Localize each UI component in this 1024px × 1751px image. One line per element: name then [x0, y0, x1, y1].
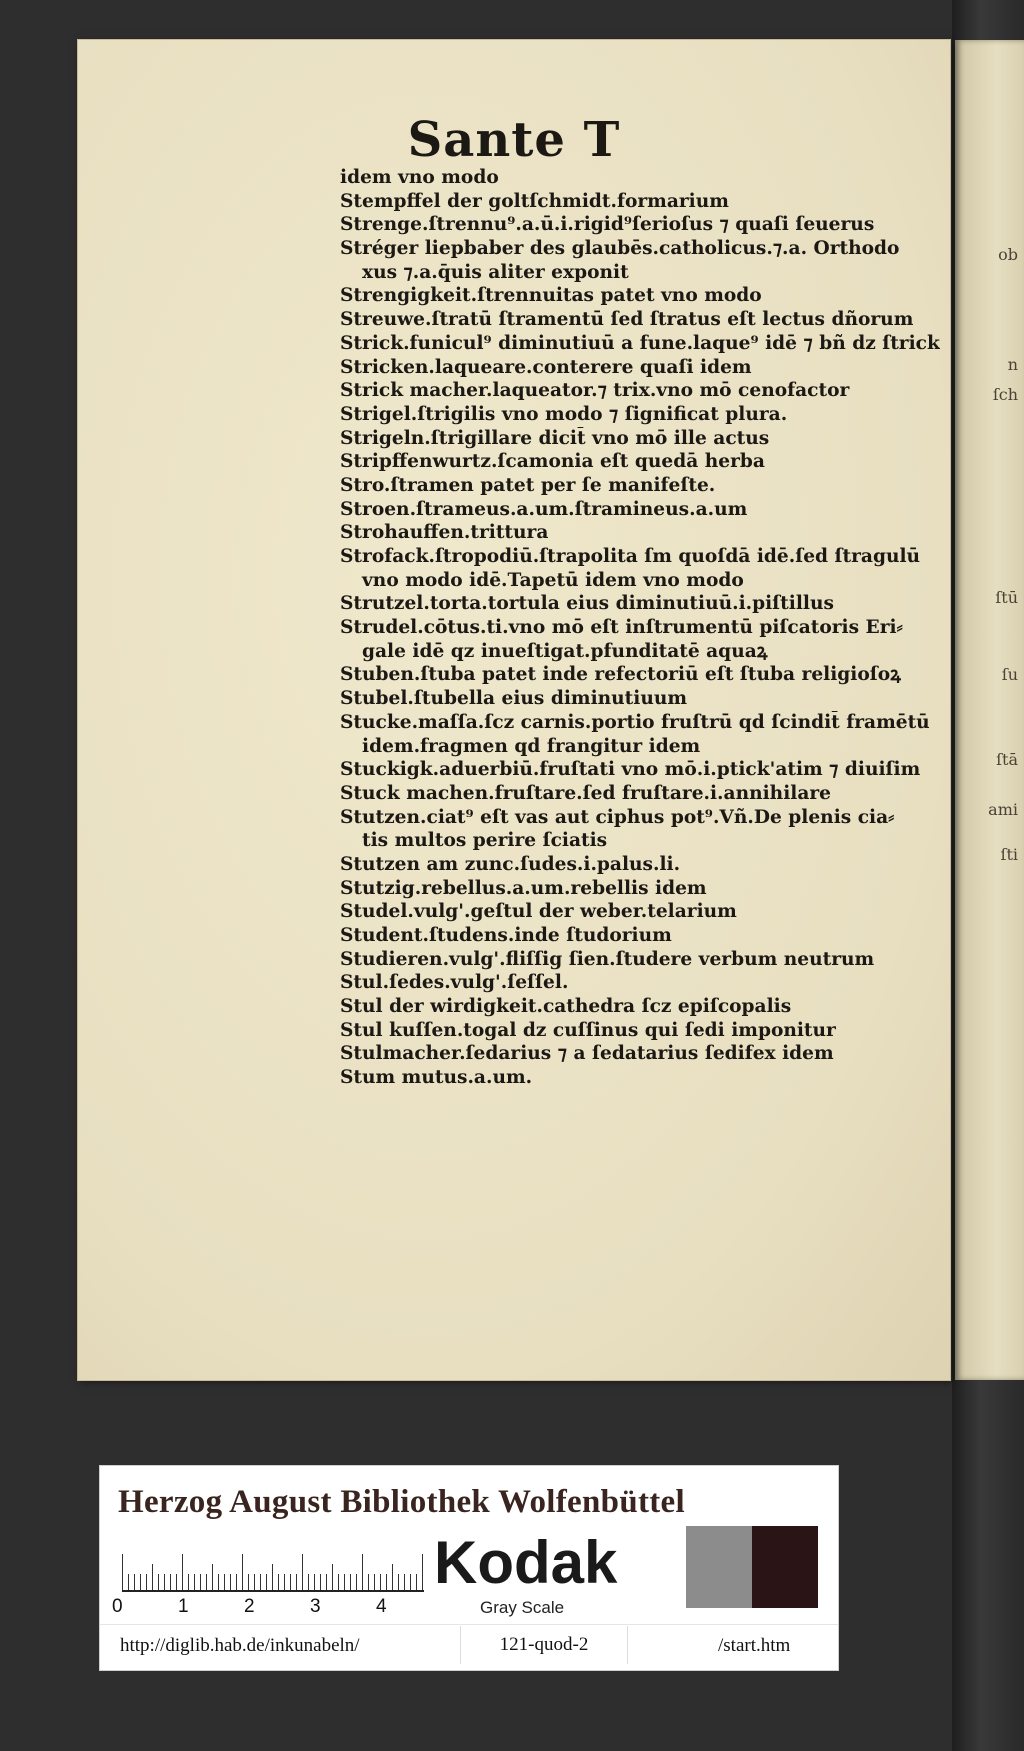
text-line: gale idē qz inueſtigat.pfunditatē aquaꝝ [362, 640, 768, 662]
url-text: http://diglib.hab.de/inkunabeln/ [120, 1635, 360, 1656]
ruler-tick [308, 1574, 309, 1590]
ruler-tick [386, 1574, 387, 1590]
ruler-tick [332, 1564, 333, 1590]
ruler-number: 4 [376, 1596, 387, 1617]
ruler-tick [218, 1574, 219, 1590]
text-line: vno modo idē.Tapetū idem vno modo [362, 569, 744, 591]
text-line: Stulmacher.ſedarius ⁊ a ſedatarius ſedifex idem [340, 1043, 834, 1065]
ruler-tick [200, 1574, 201, 1590]
ruler-tick [128, 1574, 129, 1590]
next-page-fragment: ſtā [996, 750, 1018, 769]
text-line: Stempffel der goltſchmidt.formarium [340, 190, 729, 212]
ruler-tick [362, 1554, 363, 1590]
url-suffix-text: /start.htm [718, 1635, 791, 1656]
shelfmark-text: 121-quod-2 [460, 1626, 628, 1664]
ruler-numbers [112, 1596, 432, 1620]
ruler-tick [290, 1574, 291, 1590]
ruler-tick [140, 1574, 141, 1590]
color-target-card [100, 1466, 838, 1670]
ruler-number: 0 [112, 1596, 123, 1617]
text-line: Strengigkeit.ſtrennuitas patet vno modo [340, 285, 762, 307]
ruler-tick [278, 1574, 279, 1590]
text-line: Strenge.ſtrennu⁹.a.ū.i.rigid⁹ſerioſus ⁊ quaſi ſeuerus [340, 214, 875, 236]
ruler-tick [404, 1574, 405, 1590]
ruler-tick [392, 1564, 393, 1590]
ruler [122, 1538, 424, 1592]
text-line: Stum mutus.a.um. [340, 1067, 533, 1089]
ruler-tick [146, 1574, 147, 1590]
text-line: Strutzel.torta.tortula eius diminutiuū.i.piſtillus [340, 593, 834, 615]
library-name: Herzog August Bibliothek Wolfenbüttel [118, 1484, 685, 1520]
ruler-tick [422, 1554, 423, 1590]
kodak-logo: Kodak [434, 1529, 618, 1596]
text-line: Stucke.maſſa.ſcz carnis.portio fruſtrū qd ſcindit̄ framētū [340, 711, 930, 733]
text-line: Strudel.cōtus.ti.vno mō eſt inſtrumentū piſcatoris Eri⸗ [340, 617, 903, 639]
ruler-tick [338, 1574, 339, 1590]
ruler-tick [272, 1564, 273, 1590]
ruler-number: 2 [244, 1596, 255, 1617]
gray-scale-label: Gray Scale [480, 1598, 565, 1617]
ruler-tick [260, 1574, 261, 1590]
ruler-tick [236, 1574, 237, 1590]
ruler-tick [164, 1574, 165, 1590]
divider [100, 1624, 838, 1625]
text-line: idem.fragmen qd frangitur idem [362, 735, 701, 757]
ruler-tick [188, 1574, 189, 1590]
text-line: Strigel.ſtrigilis vno modo ⁊ ſignificat plura. [340, 403, 788, 425]
ruler-tick [320, 1574, 321, 1590]
ruler-tick [368, 1574, 369, 1590]
text-line: Stuben.ſtuba patet inde refectoriū eſt ſtuba religioſoꝝ [340, 664, 901, 686]
ruler-tick [206, 1574, 207, 1590]
ruler-number: 3 [310, 1596, 321, 1617]
ruler-tick [350, 1574, 351, 1590]
next-page-fragment: ob [998, 245, 1018, 264]
ruler-tick [170, 1574, 171, 1590]
ruler-tick [158, 1574, 159, 1590]
ruler-tick [344, 1574, 345, 1590]
ruler-tick [374, 1574, 375, 1590]
text-line: Stroen.ſtrameus.a.um.ſtramineus.a.um [340, 498, 748, 520]
text-line: Stuck machen.fruſtare.ſed fruſtare.i.annihilare [340, 782, 832, 804]
text-line: Strigeln.ſtrigillare dicit̄ vno mō ille actus [340, 427, 770, 449]
text-line: Stutzen am zunc.ſudes.i.palus.li. [340, 853, 681, 875]
text-line: Student.ſtudens.inde ſtudorium [340, 925, 672, 946]
ruler-tick [182, 1554, 183, 1590]
next-page-fragment: ſti [1000, 845, 1018, 864]
ruler-tick [284, 1574, 285, 1590]
swatch-gray [686, 1526, 752, 1608]
ruler-tick [380, 1574, 381, 1590]
ruler-tick [296, 1574, 297, 1590]
text-line: tis multos perire ſciatis [362, 830, 608, 852]
next-page-fragment: ſch [992, 385, 1018, 404]
running-title: Sante T [407, 112, 621, 168]
next-page-fragment: n [1007, 355, 1018, 374]
text-line: Stuckigk.aduerbiū.fruſtati vno mō.i.ptick'atim ⁊ diuiſim [340, 759, 921, 781]
text-line: Stubel.ſtubella eius diminutiuum [340, 688, 688, 710]
next-page-fragment: ſu [1001, 665, 1018, 684]
text-line: Studel.vulg'.geſtul der weber.telarium [340, 901, 737, 923]
ruler-number: 1 [178, 1596, 189, 1617]
text-line: Stul der wirdigkeit.cathedra ſcz epiſcopalis [340, 996, 792, 1018]
ruler-tick [326, 1574, 327, 1590]
text-line: Stricken.laqueare.conterere quaſi idem [340, 356, 752, 378]
manuscript-page [78, 40, 950, 1380]
text-line: Streuwe.ſtratū ſtramentū ſed ſtratus eſt lectus dñorum [340, 309, 914, 331]
text-line: Stutzig.rebellus.a.um.rebellis idem [340, 877, 707, 899]
text-line: Stul kuſſen.togal dz cuſſinus qui ſedi imponitur [340, 1019, 836, 1041]
text-line: Stro.ſtramen patet per ſe manifeſte. [340, 474, 716, 496]
ruler-tick [212, 1564, 213, 1590]
ruler-tick [152, 1564, 153, 1590]
ruler-tick [134, 1574, 135, 1590]
ruler-tick [254, 1574, 255, 1590]
ruler-tick [410, 1574, 411, 1590]
swatch-white [618, 1526, 684, 1608]
ruler-tick [242, 1554, 243, 1590]
ruler-tick [230, 1574, 231, 1590]
text-line: Studieren.vulg'.fliſſig ſien.ſtudere verbum neutrum [340, 948, 875, 970]
text-line: idem vno modo [340, 167, 499, 188]
ruler-tick [224, 1574, 225, 1590]
text-line: Stréger liepbaber des glaubēs.catholicus.⁊.a. Orthodo [340, 238, 900, 260]
next-page-fragment: ſtū [995, 588, 1018, 607]
text-line: Stripffenwurtz.ſcamonia eſt quedā herba [340, 451, 765, 473]
ruler-tick [416, 1574, 417, 1590]
next-page-fragment: ami [988, 800, 1018, 819]
text-line: Strohauffen.trittura [340, 522, 549, 544]
ruler-tick [194, 1574, 195, 1590]
next-page-edge [955, 40, 1024, 1380]
text-line: Stutzen.ciat⁹ eſt vas aut ciphus pot⁹.Vñ.De plenis cia⸗ [340, 806, 895, 828]
text-line: Strick.funicul⁹ diminutiuū a fune.laque⁹ idē ⁊ bñ dz ſtrick [340, 332, 940, 354]
text-line: Strick macher.laqueator.⁊ trix.vno mō cenofactor [340, 380, 850, 402]
ruler-tick [122, 1554, 123, 1590]
dictionary-text [340, 166, 940, 1090]
ruler-tick [356, 1574, 357, 1590]
ruler-tick [266, 1574, 267, 1590]
text-line: xus ⁊.a.q̄uis aliter exponit [362, 261, 629, 283]
text-line: Strofack.ſtropodiū.ſtrapolita ſm quoſdā idē.ſed ſtragulū [340, 546, 921, 567]
ruler-tick [302, 1554, 303, 1590]
ruler-tick [248, 1574, 249, 1590]
ruler-tick [176, 1574, 177, 1590]
ruler-tick [398, 1574, 399, 1590]
text-line: Stul.ſedes.vulg'.ſeſſel. [340, 972, 569, 994]
ruler-tick [314, 1574, 315, 1590]
swatch-black [752, 1526, 818, 1608]
